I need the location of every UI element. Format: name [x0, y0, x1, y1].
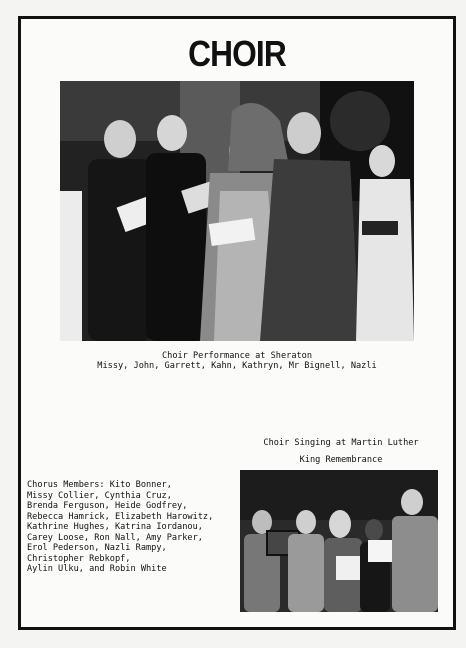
member-line: Christopher Rebkopf, [27, 553, 131, 564]
mlk-remembrance-photo [240, 470, 438, 612]
page-title: CHOIR [188, 33, 286, 74]
member-line: Carey Loose, Ron Nall, Amy Parker, [27, 532, 203, 543]
member-line: Kathrine Hughes, Katrina Iordanou, [27, 522, 203, 532]
main-photo-caption-title: Choir Performance at Sheraton [161, 351, 313, 361]
member-line: Brenda Ferguson, Heide Godfrey, [27, 501, 188, 511]
member-line: Chorus Members: Kito Bonner, [27, 480, 172, 490]
main-photo-caption-names: Missy, John, Garrett, Kahn, Kathryn, Mr Bignell, Nazli [97, 361, 377, 371]
yearbook-page [18, 16, 456, 630]
member-line: Erol Pederson, Nazli Rampy, [27, 543, 167, 553]
small-photo-caption-line2: King Remembrance [299, 455, 383, 465]
member-line: Aylin Ulku, and Robin White [27, 564, 167, 574]
choir-performance-photo [60, 81, 414, 341]
member-line: Missy Collier, Cynthia Cruz, [27, 490, 172, 501]
chorus-members-list [27, 480, 237, 575]
small-photo-caption-line1: Choir Singing at Martin Luther [263, 438, 419, 448]
member-line: Rebecca Hamrick, Elizabeth Harowitz, [27, 511, 214, 522]
